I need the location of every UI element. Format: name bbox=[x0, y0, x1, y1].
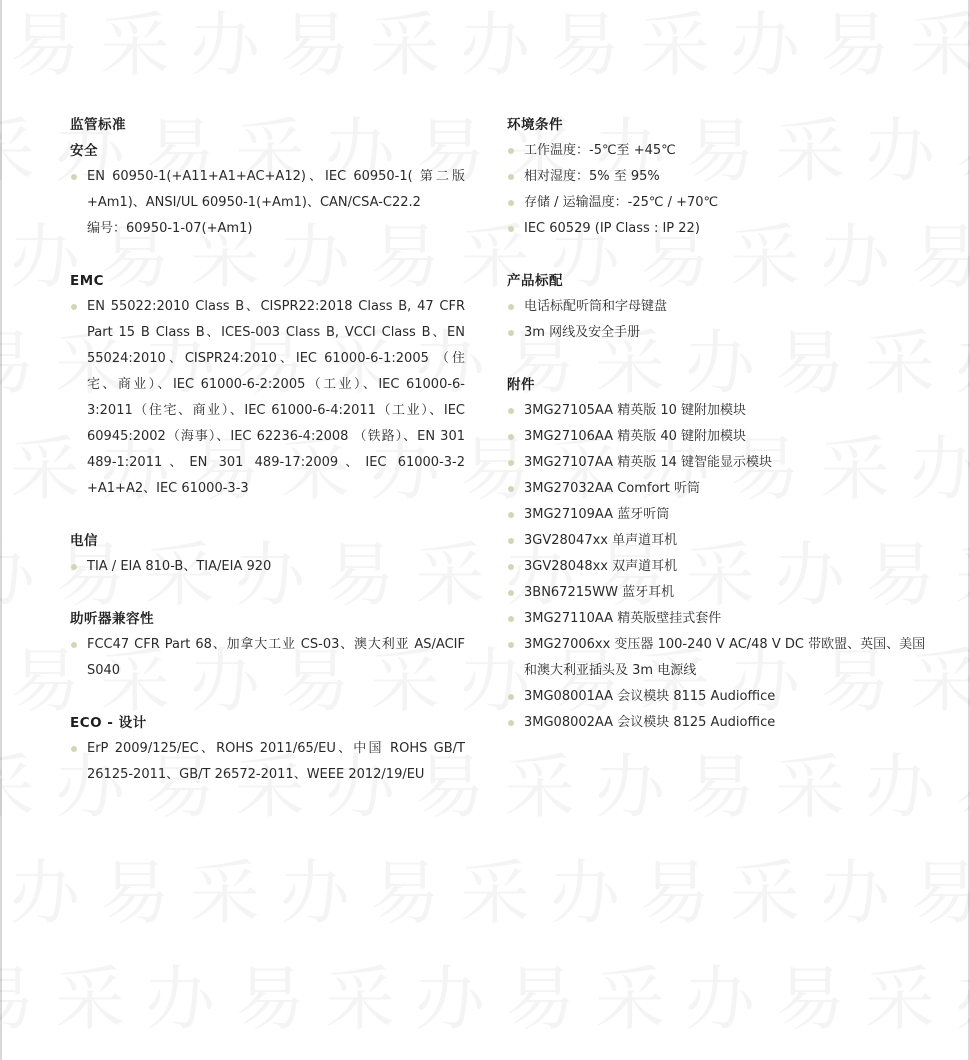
emc-list bbox=[70, 294, 465, 502]
bullet-icon bbox=[508, 304, 514, 310]
list-item: FCC47 CFR Part 68、加拿大工业 CS-03、澳大利亚 AS/ACIF S040 bbox=[70, 632, 465, 684]
watermark-glyph bbox=[0, 838, 90, 948]
watermark-glyph bbox=[720, 0, 810, 100]
list-item: 3MG27006xx 变压器 100-240 V AC/48 V DC 带欧盟、英国、美国和澳大利亚插头及 3m 电源线 bbox=[507, 632, 927, 684]
bullet-icon bbox=[508, 538, 514, 544]
env-heading: 环境条件 bbox=[507, 117, 563, 133]
list-item: ErP 2009/125/EC、ROHS 2011/65/EU、中国 ROHS GB/T 26125-2011、GB/T 26572-2011、WEEE 2012/19/EU bbox=[70, 736, 465, 788]
list-item: 3MG08002AA 会议模块 8125 Audioffice bbox=[507, 710, 927, 736]
accessories-list bbox=[507, 398, 927, 736]
watermark-glyph bbox=[270, 838, 360, 948]
watermark-glyph bbox=[0, 0, 90, 100]
watermark-glyph bbox=[225, 944, 315, 1054]
list-item: 3MG08001AA 会议模块 8115 Audioffice bbox=[507, 684, 927, 710]
safety-sub-note: 编号：60950-1-07(+Am1) bbox=[87, 221, 253, 236]
watermark-glyph bbox=[540, 838, 630, 948]
list-item: 3MG27032AA Comfort 听筒 bbox=[507, 476, 927, 502]
bullet-icon bbox=[508, 434, 514, 440]
watermark-glyph bbox=[945, 944, 970, 1054]
watermark-glyph bbox=[135, 944, 225, 1054]
bullet-icon bbox=[508, 564, 514, 570]
list-item: 电话标配听筒和字母键盘 bbox=[507, 294, 927, 320]
watermark-glyph bbox=[90, 838, 180, 948]
hac-heading: 助听器兼容性 bbox=[70, 611, 154, 627]
watermark-glyph bbox=[810, 0, 900, 100]
bullet-icon bbox=[508, 642, 514, 648]
watermark-glyph bbox=[180, 0, 270, 100]
bullet-icon bbox=[508, 616, 514, 622]
bullet-icon bbox=[71, 642, 77, 648]
bullet-icon bbox=[508, 590, 514, 596]
watermark-glyph bbox=[630, 0, 720, 100]
bullet-icon bbox=[71, 304, 77, 310]
list-item: 相对湿度：5% 至 95% bbox=[507, 164, 927, 190]
eco-section bbox=[70, 710, 465, 788]
watermark-glyph bbox=[45, 944, 135, 1054]
accessories-heading: 附件 bbox=[507, 377, 535, 393]
hac-list bbox=[70, 632, 465, 684]
watermark-glyph bbox=[855, 944, 945, 1054]
standard-heading: 产品标配 bbox=[507, 273, 563, 289]
list-item: IEC 60529 (IP Class : IP 22) bbox=[507, 216, 927, 242]
watermark-glyph bbox=[0, 944, 45, 1054]
watermark-row bbox=[0, 0, 970, 100]
watermark-glyph bbox=[585, 944, 675, 1054]
bullet-icon bbox=[508, 460, 514, 466]
bullet-icon bbox=[508, 174, 514, 180]
emc-section bbox=[70, 268, 465, 502]
standard-list bbox=[507, 294, 927, 346]
list-item: TIA / EIA 810-B、TIA/EIA 920 bbox=[70, 554, 465, 580]
watermark-glyph bbox=[720, 838, 810, 948]
emc-heading: EMC bbox=[70, 273, 105, 289]
standard-section bbox=[507, 268, 927, 346]
list-item: 工作温度：-5℃至 +45℃ bbox=[507, 138, 927, 164]
watermark-glyph bbox=[945, 732, 970, 842]
bullet-icon bbox=[508, 720, 514, 726]
watermark-glyph bbox=[0, 308, 45, 418]
regulatory-heading: 监管标准 bbox=[70, 117, 126, 133]
watermark-row bbox=[0, 944, 925, 1054]
watermark-glyph bbox=[0, 96, 45, 206]
left-column bbox=[70, 112, 465, 814]
watermark-row bbox=[0, 838, 970, 948]
list-item: 3MG27106AA 精英版 40 键附加模块 bbox=[507, 424, 927, 450]
env-list bbox=[507, 138, 927, 242]
watermark-glyph bbox=[450, 0, 540, 100]
watermark-glyph bbox=[90, 0, 180, 100]
list-item: EN 60950-1(+A11+A1+AC+A12)、IEC 60950-1( 第二版 +Am1)、ANSI/UL 60950-1(+Am1)、CAN/CSA-C22.2 编号：60950-1-07(+Am1) bbox=[70, 164, 465, 242]
list-item: 3m 网线及安全手册 bbox=[507, 320, 927, 346]
watermark-glyph bbox=[945, 520, 970, 630]
watermark-glyph bbox=[495, 944, 585, 1054]
page-edge-left bbox=[0, 0, 2, 1060]
watermark-glyph bbox=[360, 838, 450, 948]
list-item: 3MG27107AA 精英版 14 键智能显示模块 bbox=[507, 450, 927, 476]
watermark-glyph bbox=[810, 838, 900, 948]
bullet-icon bbox=[71, 174, 77, 180]
telecom-section bbox=[70, 528, 465, 580]
list-item: 3MG27105AA 精英版 10 键附加模块 bbox=[507, 398, 927, 424]
watermark-glyph bbox=[405, 944, 495, 1054]
bullet-icon bbox=[508, 200, 514, 206]
right-column bbox=[507, 112, 927, 762]
regulatory-section bbox=[70, 112, 465, 242]
safety-list bbox=[70, 164, 465, 242]
watermark-glyph bbox=[315, 944, 405, 1054]
watermark-glyph bbox=[765, 944, 855, 1054]
hac-section bbox=[70, 606, 465, 684]
list-item: 3GV28047xx 单声道耳机 bbox=[507, 528, 927, 554]
bullet-icon bbox=[508, 408, 514, 414]
list-item: EN 55022:2010 Class B、CISPR22:2018 Class B, 47 CFR Part 15 B Class B、ICES-003 Class B, VCCI Class B、EN 55024:2010、CISPR24:2010、IEC 61000-6-1:2005 （住宅、商业）、IEC 61000-6-2:2005（工业）、IEC 61000-6-3:2011（住宅、商业）、IEC 61000-6-4:2011（工业）、IEC 60945:2002（海事）、IEC 62236-4:2008 （铁路）、EN 301 489-1:2011、EN 301 489-17:2009、IEC 61000-3-2 +A1+A2、IEC 61000-3-3 bbox=[70, 294, 465, 502]
eco-heading: ECO - 设计 bbox=[70, 715, 147, 731]
safety-heading: 安全 bbox=[70, 143, 98, 159]
bullet-icon bbox=[508, 512, 514, 518]
telecom-heading: 电信 bbox=[70, 533, 98, 549]
telecom-list bbox=[70, 554, 465, 580]
bullet-icon bbox=[508, 226, 514, 232]
list-item: 存储 / 运输温度：-25℃ / +70℃ bbox=[507, 190, 927, 216]
bullet-icon bbox=[508, 148, 514, 154]
list-item: 3GV28048xx 双声道耳机 bbox=[507, 554, 927, 580]
env-section bbox=[507, 112, 927, 242]
list-item: 3BN67215WW 蓝牙耳机 bbox=[507, 580, 927, 606]
bullet-icon bbox=[508, 330, 514, 336]
watermark-glyph bbox=[945, 96, 970, 206]
list-item: 3MG27110AA 精英版壁挂式套件 bbox=[507, 606, 927, 632]
list-item: 3MG27109AA 蓝牙听筒 bbox=[507, 502, 927, 528]
bullet-icon bbox=[71, 746, 77, 752]
eco-list bbox=[70, 736, 465, 788]
watermark-glyph bbox=[900, 0, 970, 100]
watermark-glyph bbox=[450, 838, 540, 948]
watermark-glyph bbox=[900, 838, 970, 948]
bullet-icon bbox=[508, 486, 514, 492]
watermark-glyph bbox=[630, 838, 720, 948]
watermark-glyph bbox=[360, 0, 450, 100]
watermark-glyph bbox=[675, 944, 765, 1054]
watermark-glyph bbox=[540, 0, 630, 100]
bullet-icon bbox=[508, 694, 514, 700]
accessories-section bbox=[507, 372, 927, 736]
watermark-glyph bbox=[270, 0, 360, 100]
watermark-glyph bbox=[0, 732, 45, 842]
bullet-icon bbox=[71, 564, 77, 570]
watermark-glyph bbox=[180, 838, 270, 948]
watermark-glyph bbox=[0, 520, 45, 630]
watermark-glyph bbox=[945, 308, 970, 418]
